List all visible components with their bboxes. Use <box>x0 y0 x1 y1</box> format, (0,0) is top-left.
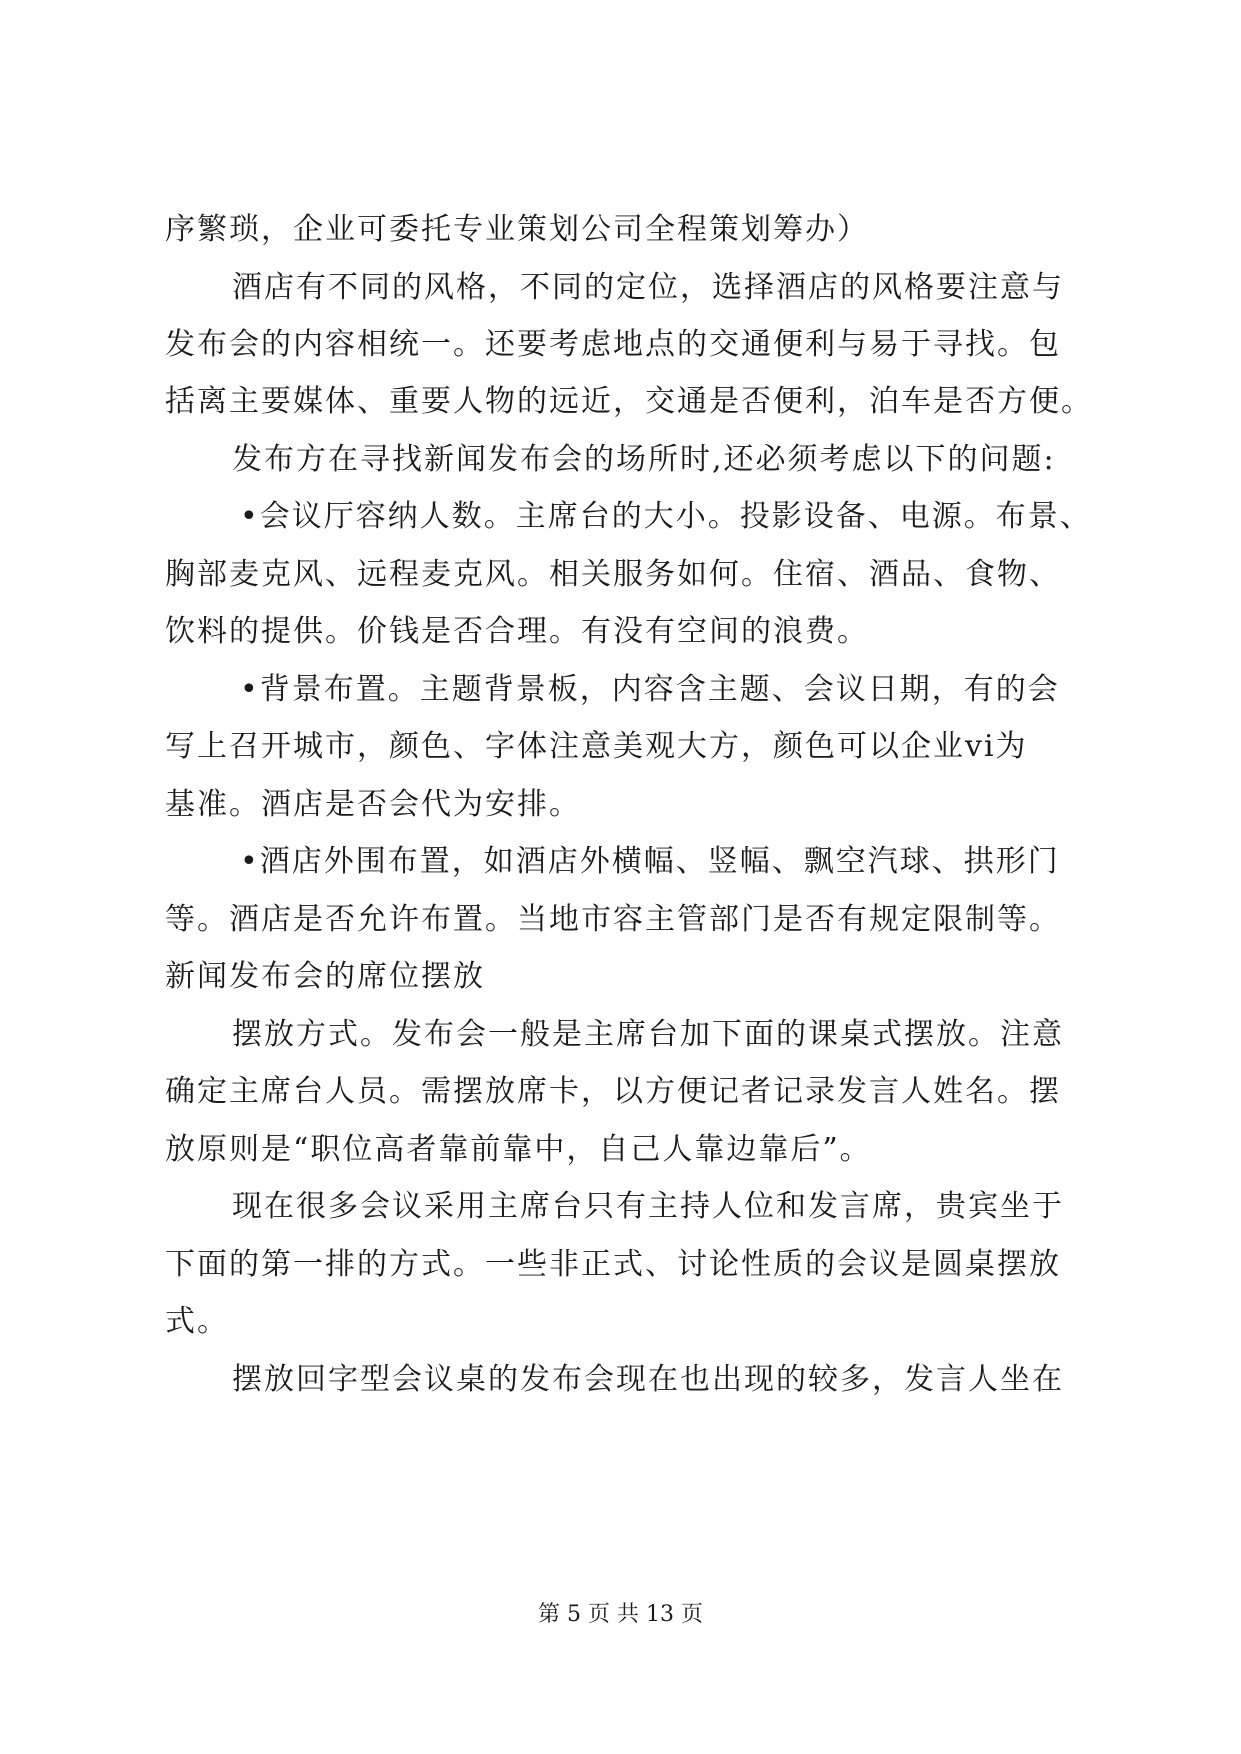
page-footer: 第 5 页 共 13 页 <box>538 1602 703 1627</box>
text-line: 摆放方式。发布会一般是主席台加下面的课桌式摆放。注意 <box>232 1017 1064 1052</box>
text-line: 饮料的提供。价钱是否合理。有没有空间的浪费。 <box>165 614 869 649</box>
text-line: 现在很多会议采用主席台只有主持人位和发言席，贵宾坐于 <box>232 1189 1064 1224</box>
text-line: 发布会的内容相统一。还要考虑地点的交通便利与易于寻找。包 <box>165 327 1061 362</box>
section-heading: 新闻发布会的席位摆放 <box>165 959 485 994</box>
text-line: 式。 <box>165 1304 229 1339</box>
text-line: 摆放回字型会议桌的发布会现在也出现的较多，发言人坐在 <box>232 1362 1064 1397</box>
bullet-line: •背景布置。主题背景板，内容含主题、会议日期，有的会 <box>240 672 1060 707</box>
text-line: 确定主席台人员。需摆放席卡，以方便记者记录发言人姓名。摆 <box>165 1074 1061 1109</box>
text-line: 序繁琐，企业可委托专业策划公司全程策划筹办） <box>165 212 869 247</box>
text-line: 基准。酒店是否会代为安排。 <box>165 787 581 822</box>
text-line: 写上召开城市，颜色、字体注意美观大方，颜色可以企业vi为 <box>165 729 1028 764</box>
text-line: 酒店有不同的风格，不同的定位，选择酒店的风格要注意与 <box>232 270 1064 305</box>
text-line: 放原则是“职位高者靠前靠中，自己人靠边靠后”。 <box>165 1132 872 1167</box>
text-line: 等。酒店是否允许布置。当地市容主管部门是否有规定限制等。 <box>165 902 1061 937</box>
text-line: 下面的第一排的方式。一些非正式、讨论性质的会议是圆桌摆放 <box>165 1247 1061 1282</box>
bullet-line: •酒店外围布置，如酒店外横幅、竖幅、飘空汽球、拱形门 <box>240 844 1060 879</box>
text-line: 胸部麦克风、远程麦克风。相关服务如何。住宿、酒品、食物、 <box>165 557 1061 592</box>
bullet-line: •会议厅容纳人数。主席台的大小。投影设备、电源。布景、 <box>240 499 1092 534</box>
text-line: 发布方在寻找新闻发布会的场所时,还必须考虑以下的问题: <box>232 442 1056 477</box>
text-line: 括离主要媒体、重要人物的远近，交通是否便利，泊车是否方便。 <box>165 384 1093 419</box>
